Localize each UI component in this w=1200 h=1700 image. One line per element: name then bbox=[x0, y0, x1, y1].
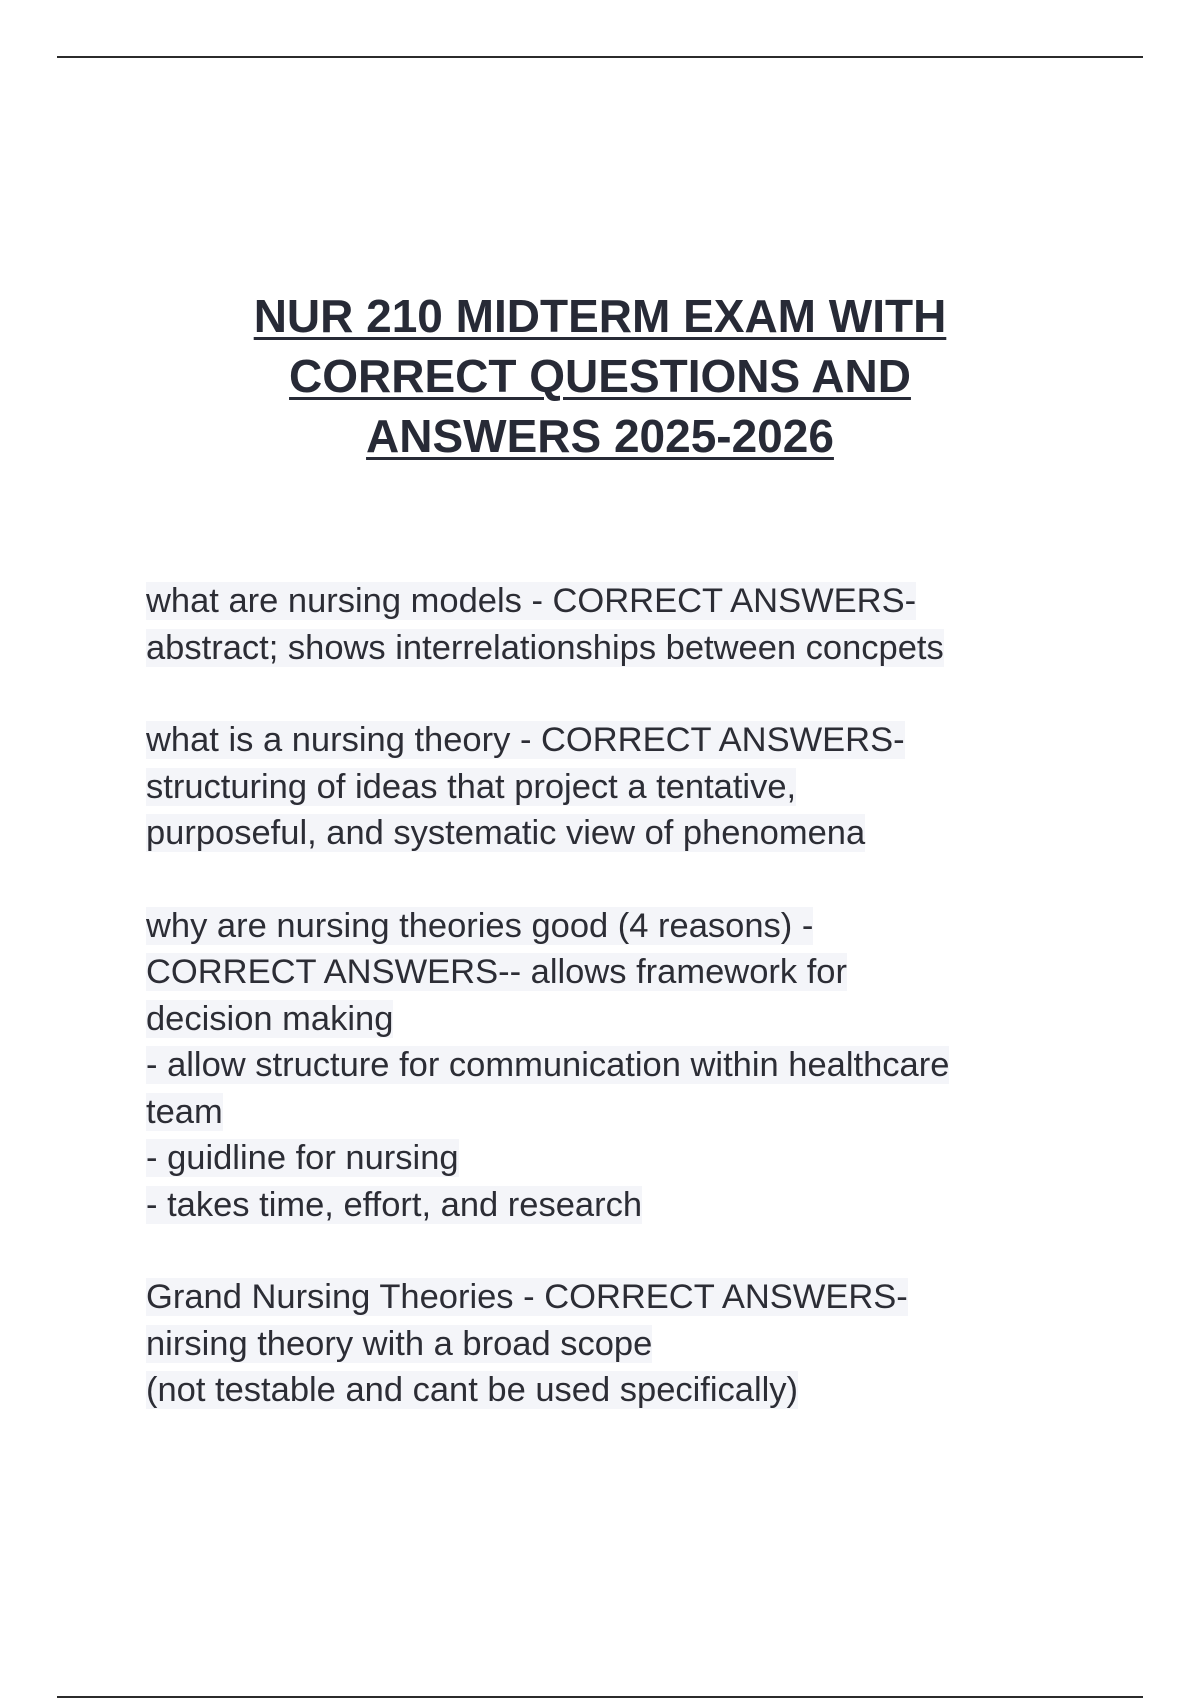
qa-line: - takes time, effort, and research bbox=[146, 1185, 643, 1224]
title-line-3: ANSWERS 2025-2026 bbox=[366, 410, 834, 462]
qa-line: team bbox=[146, 1092, 223, 1131]
title-line-2: CORRECT QUESTIONS AND bbox=[289, 350, 911, 402]
document-title bbox=[100, 286, 1100, 466]
title-line-1: NUR 210 MIDTERM EXAM WITH bbox=[253, 290, 947, 342]
qa-entry-theories-good bbox=[146, 903, 1146, 1229]
top-rule bbox=[57, 56, 1143, 58]
qa-line: why are nursing theories good (4 reasons) - bbox=[146, 906, 814, 945]
qa-line: what is a nursing theory - CORRECT ANSWERS- bbox=[146, 721, 905, 759]
qa-line: abstract; shows interrelationships between concpets bbox=[146, 628, 944, 667]
qa-line: CORRECT ANSWERS-- allows framework for bbox=[146, 953, 847, 991]
qa-line: decision making bbox=[146, 999, 394, 1038]
qa-line: - guidline for nursing bbox=[146, 1139, 459, 1177]
qa-line: structuring of ideas that project a tentative, bbox=[146, 767, 797, 806]
qa-line: purposeful, and systematic view of phenomena bbox=[146, 814, 866, 852]
qa-entry-nursing-models bbox=[146, 578, 1146, 671]
bottom-rule bbox=[57, 1696, 1143, 1698]
qa-line: nirsing theory with a broad scope bbox=[146, 1324, 653, 1363]
qa-entry-grand-theories bbox=[146, 1274, 1146, 1414]
qa-line: (not testable and cant be used specifically) bbox=[146, 1371, 799, 1409]
qa-line: what are nursing models - CORRECT ANSWERS- bbox=[146, 582, 917, 620]
qa-entry-nursing-theory bbox=[146, 717, 1146, 857]
qa-line: - allow structure for communication within healthcare bbox=[146, 1046, 950, 1084]
qa-line: Grand Nursing Theories - CORRECT ANSWERS- bbox=[146, 1278, 908, 1316]
qa-list bbox=[146, 578, 1146, 1460]
